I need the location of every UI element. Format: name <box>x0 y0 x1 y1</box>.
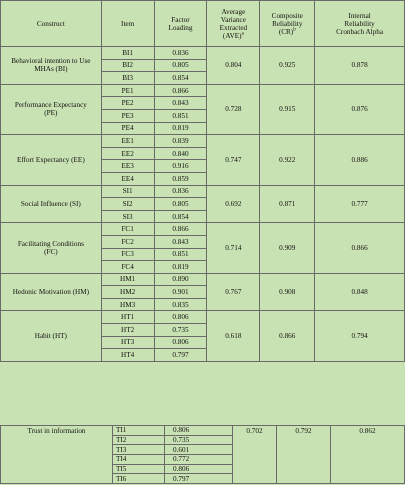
cr-value: 0.922 <box>279 155 296 164</box>
item-code: SI3 <box>122 212 133 221</box>
factor-loading-value: 0.819 <box>172 262 189 271</box>
alpha-cell <box>315 185 405 223</box>
header-factor-loading: Factor Loading <box>154 1 207 47</box>
ave-cell <box>207 185 260 223</box>
item-cell <box>101 311 154 324</box>
loading-cell <box>154 172 207 185</box>
ave-value: 0.714 <box>225 244 242 252</box>
item-cell <box>101 210 154 223</box>
cr-cell <box>277 426 331 484</box>
construct-name-cell <box>1 426 113 484</box>
cr-cell <box>260 47 315 85</box>
construct-name-line2: (PE) <box>44 109 58 118</box>
item-code: FC1 <box>121 225 134 234</box>
loading-cell <box>154 273 207 286</box>
item-cell <box>101 261 154 274</box>
item-code: TI1 <box>116 426 127 435</box>
header-item: Item <box>101 1 154 47</box>
factor-loading-value: 0.805 <box>172 61 189 70</box>
item-cell <box>101 147 154 160</box>
factor-loading-value: 0.797 <box>173 474 190 483</box>
construct-name-cell <box>1 47 102 85</box>
item-cell <box>101 109 154 122</box>
loading-cell <box>154 109 207 122</box>
construct-name-cell <box>1 311 102 361</box>
ave-value: 0.767 <box>225 288 242 297</box>
item-code: BI2 <box>122 61 134 70</box>
table-row <box>1 185 405 198</box>
alpha-cell <box>315 223 405 273</box>
item-code: BI3 <box>122 73 134 82</box>
table-row <box>1 47 405 60</box>
construct-name: Performance Expectancy <box>14 101 87 110</box>
ave-cell <box>207 47 260 85</box>
cr-cell <box>260 185 315 223</box>
loading-cell <box>154 324 207 337</box>
item-code: TI6 <box>116 474 127 483</box>
factor-loading-value: 0.836 <box>172 187 189 196</box>
alpha-value: 0.777 <box>351 199 368 208</box>
loading-cell <box>165 474 233 484</box>
item-code: PE1 <box>121 86 134 95</box>
ave-cell <box>207 273 260 311</box>
construct-name: Behavioral intention to Use <box>11 57 91 66</box>
loading-cell <box>154 235 207 248</box>
item-cell <box>101 97 154 110</box>
factor-loading-value: 0.851 <box>172 250 189 259</box>
item-cell <box>101 198 154 211</box>
cr-cell <box>260 135 315 185</box>
item-cell <box>101 298 154 311</box>
factor-loading-value: 0.854 <box>172 73 189 82</box>
item-cell <box>101 172 154 185</box>
item-cell <box>101 223 154 236</box>
item-cell <box>101 135 154 148</box>
item-code: BI1 <box>122 48 134 57</box>
loading-cell <box>154 198 207 211</box>
item-code: PE4 <box>121 124 134 133</box>
factor-loading-value: 0.835 <box>172 300 189 309</box>
alpha-cell <box>331 426 405 484</box>
item-code: TI2 <box>116 436 127 445</box>
item-code: TI3 <box>116 445 127 454</box>
ave-cell <box>207 223 260 273</box>
item-cell <box>101 235 154 248</box>
item-code: HM3 <box>120 300 136 309</box>
construct-name-line2: (FC) <box>44 248 58 256</box>
loading-cell <box>154 349 207 362</box>
factor-loading-value: 0.916 <box>172 162 189 171</box>
factor-loading-value: 0.851 <box>172 111 189 120</box>
item-cell <box>101 185 154 198</box>
factor-loading-value: 0.854 <box>172 212 189 221</box>
construct-name: Trust in information <box>27 427 86 435</box>
trust-table <box>0 425 405 484</box>
ave-value: 0.692 <box>225 199 242 208</box>
construct-name: Effort Expectancy (EE) <box>17 155 85 164</box>
factor-loading-value: 0.859 <box>172 174 189 183</box>
header-row <box>1 1 405 47</box>
item-code: HT4 <box>121 351 135 360</box>
factor-loading-value: 0.836 <box>172 48 189 57</box>
loading-cell <box>154 248 207 261</box>
cr-value: 0.871 <box>279 199 296 208</box>
factor-loading-value: 0.806 <box>173 426 190 435</box>
item-cell <box>113 426 165 436</box>
alpha-value: 0.848 <box>351 288 368 297</box>
trust-table-body <box>1 426 405 484</box>
item-code: FC4 <box>121 262 134 271</box>
cr-cell <box>260 311 315 361</box>
loading-cell <box>154 311 207 324</box>
loading-cell <box>154 286 207 299</box>
item-code: HT1 <box>121 313 135 322</box>
construct-name: Social Influence (SI) <box>20 199 81 208</box>
item-cell <box>101 324 154 337</box>
alpha-cell <box>315 135 405 185</box>
cr-cell <box>260 223 315 273</box>
factor-loading-value: 0.843 <box>172 99 189 108</box>
construct-name-line2: MHAs (BI) <box>34 65 68 74</box>
loading-cell <box>154 336 207 349</box>
construct-name-cell <box>1 135 102 185</box>
ave-value: 0.618 <box>225 332 242 341</box>
loading-cell <box>154 122 207 135</box>
cr-cell <box>260 84 315 134</box>
loading-cell <box>154 97 207 110</box>
ave-cell <box>207 84 260 134</box>
item-cell <box>113 445 165 455</box>
item-cell <box>113 464 165 474</box>
construct-name-cell <box>1 223 102 273</box>
alpha-cell <box>315 47 405 85</box>
item-cell <box>101 160 154 173</box>
factor-loading-value: 0.806 <box>172 313 189 322</box>
item-code: SI1 <box>122 187 133 196</box>
construct-name-cell <box>1 185 102 223</box>
item-cell <box>101 286 154 299</box>
item-code: PE2 <box>121 99 134 108</box>
item-cell <box>101 248 154 261</box>
construct-name: Facilitating Conditions <box>17 240 84 248</box>
ave-value: 0.804 <box>225 61 242 70</box>
alpha-cell <box>315 84 405 134</box>
alpha-value: 0.794 <box>351 332 368 341</box>
item-cell <box>113 455 165 465</box>
item-code: TI4 <box>116 455 127 464</box>
factor-loading-value: 0.819 <box>172 124 189 133</box>
item-cell <box>101 47 154 60</box>
item-cell <box>101 59 154 72</box>
item-code: TI5 <box>116 465 127 474</box>
loading-cell <box>154 59 207 72</box>
item-cell <box>113 435 165 445</box>
header-ave: Average Variance Extracted (AVE)$^a$ <box>207 1 260 47</box>
loading-cell <box>154 160 207 173</box>
cr-value: 0.909 <box>279 244 296 252</box>
loading-cell <box>154 84 207 97</box>
cr-value: 0.915 <box>279 105 296 114</box>
loading-cell <box>154 147 207 160</box>
cr-value: 0.908 <box>279 288 296 297</box>
ave-value: 0.728 <box>225 105 242 114</box>
factor-loading-value: 0.735 <box>173 436 190 445</box>
alpha-cell <box>315 311 405 361</box>
item-cell <box>101 122 154 135</box>
item-code: EE4 <box>121 174 134 183</box>
factor-loading-value: 0.840 <box>172 149 189 158</box>
item-code: FC3 <box>121 250 134 259</box>
ave-value: 0.702 <box>246 427 263 435</box>
item-code: HM2 <box>120 288 136 297</box>
loading-cell <box>154 210 207 223</box>
table-row <box>1 426 405 436</box>
item-cell <box>101 336 154 349</box>
item-code: HT2 <box>121 325 135 334</box>
factor-loading-value: 0.805 <box>172 199 189 208</box>
factor-loading-value: 0.866 <box>172 225 189 234</box>
loading-cell <box>154 223 207 236</box>
loading-cell <box>154 72 207 85</box>
table-row <box>1 311 405 324</box>
cr-value: 0.792 <box>295 427 312 435</box>
loading-cell <box>154 47 207 60</box>
loading-cell <box>154 298 207 311</box>
table-row <box>1 223 405 236</box>
item-cell <box>101 84 154 97</box>
cr-value: 0.866 <box>279 332 296 341</box>
factor-loading-value: 0.772 <box>173 455 190 464</box>
table-row <box>1 273 405 286</box>
alpha-value: 0.876 <box>351 105 368 114</box>
loading-cell <box>165 445 233 455</box>
header-construct: Construct <box>1 1 102 47</box>
construct-name: Hedonic Motivation (HM) <box>12 288 89 297</box>
construct-name-cell <box>1 273 102 311</box>
alpha-value: 0.886 <box>351 155 368 164</box>
measurement-table-body <box>1 1 405 362</box>
header-cronbach-alpha: Internal Reliability Cronbach Alpha <box>315 1 405 47</box>
item-code: PE3 <box>121 111 134 120</box>
item-cell <box>101 72 154 85</box>
loading-cell <box>165 435 233 445</box>
factor-loading-value: 0.843 <box>172 237 189 246</box>
cr-value: 0.925 <box>279 61 296 70</box>
item-cell <box>113 474 165 484</box>
header-composite-reliability: Composite Reliability (CR)$^b$ <box>260 1 315 47</box>
item-code: HT3 <box>121 338 135 347</box>
item-code: EE3 <box>121 162 134 171</box>
construct-name-cell <box>1 84 102 134</box>
ave-cell <box>207 311 260 361</box>
factor-loading-value: 0.797 <box>172 351 189 360</box>
item-code: HM1 <box>120 275 136 284</box>
table-row <box>1 135 405 148</box>
alpha-value: 0.862 <box>359 427 376 435</box>
cr-cell <box>260 273 315 311</box>
alpha-value: 0.878 <box>351 61 368 70</box>
loading-cell <box>165 455 233 465</box>
factor-loading-value: 0.890 <box>172 275 189 284</box>
alpha-cell <box>315 273 405 311</box>
loading-cell <box>154 185 207 198</box>
construct-name: Habit (HT) <box>34 332 67 341</box>
factor-loading-value: 0.839 <box>172 136 189 145</box>
item-cell <box>101 349 154 362</box>
item-cell <box>101 273 154 286</box>
factor-loading-value: 0.901 <box>172 288 189 297</box>
item-code: SI2 <box>122 199 133 208</box>
loading-cell <box>154 261 207 274</box>
factor-loading-value: 0.735 <box>172 325 189 334</box>
ave-value: 0.747 <box>225 155 242 164</box>
item-code: EE2 <box>121 149 134 158</box>
factor-loading-value: 0.866 <box>172 86 189 95</box>
item-code: FC2 <box>121 237 134 246</box>
item-code: EE1 <box>121 136 134 145</box>
factor-loading-value: 0.806 <box>173 465 190 474</box>
ave-cell <box>207 135 260 185</box>
loading-cell <box>154 135 207 148</box>
ave-cell <box>233 426 277 484</box>
factor-loading-value: 0.601 <box>173 445 190 454</box>
factor-loading-value: 0.806 <box>172 338 189 347</box>
loading-cell <box>165 464 233 474</box>
table-row <box>1 84 405 97</box>
alpha-value: 0.866 <box>351 244 368 252</box>
loading-cell <box>165 426 233 436</box>
